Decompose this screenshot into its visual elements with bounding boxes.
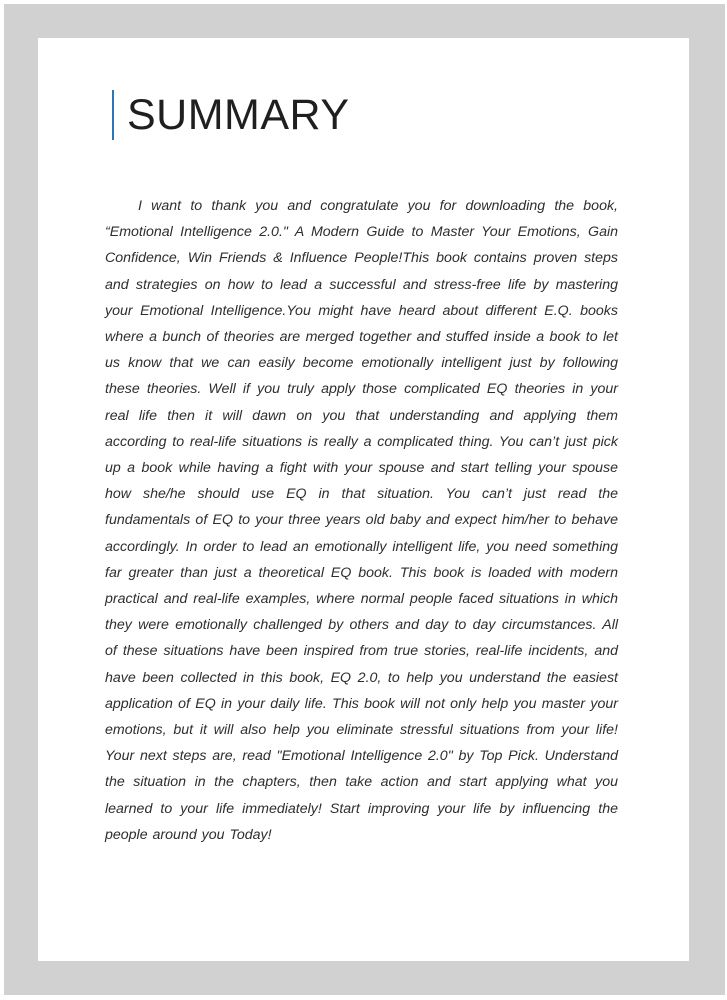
title-accent-bar <box>112 90 114 140</box>
document-page <box>38 38 689 961</box>
summary-paragraph: I want to thank you and congratulate you for downloading the book, “Emotional Intelligence 2.0." A Modern Guide to Master Your Emotions, Gain Confidence, Win Friends & Influence People!This book contains proven steps and strategies on how to lead a successful and stress-free life by mastering your Emotional Intelligence.You might have heard about different E.Q. books where a bunch of theories are merged together and stuffed inside a book to let us know that we can easily become emotionally intelligent just by following these theories. Well if you truly apply those complicated EQ theories in your real life then it will dawn on you that understanding and applying them according to real-life situations is really a complicated thing. You can’t just pick up a book while having a fight with your spouse and start telling your spouse how she/he should use EQ in that situation. You can’t just read the fundamentals of EQ to your three years old baby and expect him/her to behave accordingly. In order to lead an emotionally intelligent life, you need something far greater than just a theoretical EQ book. This book is loaded with modern practical and real-life examples, where normal people faced situations in which they were emotionally challenged by others and day to day circumstances. All of these situations have been inspired from true stories, real-life incidents, and have been collected in this book, EQ 2.0, to help you understand the easiest application of EQ in your daily life. This book will not only help you master your emotions, but it will also help you eliminate stressful situations from your life! Your next steps are, read "Emotional Intelligence 2.0" by Top Pick. Understand the situation in the chapters, then take action and start applying what you learned to your life immediately! Start improving your life by influencing the people around you Today! <box>105 198 618 843</box>
page-title: SUMMARY <box>127 91 350 139</box>
title-block <box>112 90 350 140</box>
